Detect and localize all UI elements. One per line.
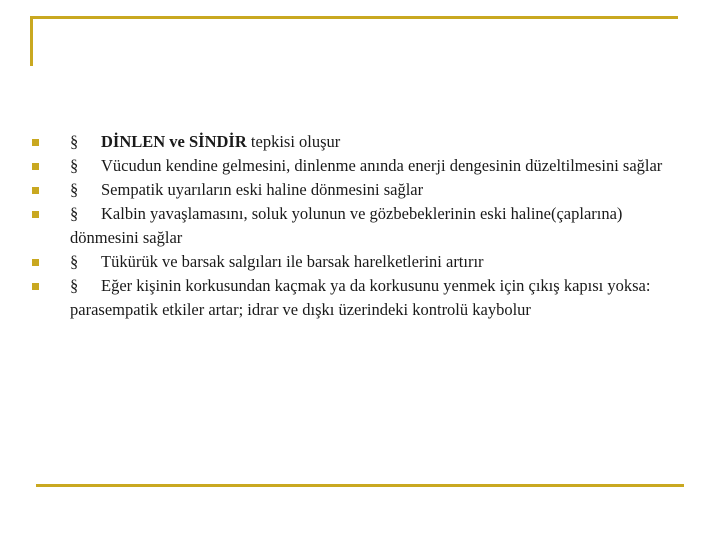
frame-top-line — [30, 16, 678, 19]
list-item — [30, 274, 680, 322]
square-bullet-icon — [32, 139, 39, 146]
list-item — [30, 130, 680, 154]
square-bullet-icon — [32, 259, 39, 266]
item-text: Sempatik uyarıların eski haline dönmesini sağlar — [101, 180, 424, 199]
item-text: tepkisi oluşur — [246, 132, 341, 151]
list-item — [30, 250, 680, 274]
item-text: Kalbin yavaşlamasını, soluk yolunun ve gözbebeklerinin eski haline(çaplarına) dönmesini sağlar — [70, 204, 623, 247]
section-marker: § — [70, 204, 79, 223]
slide-content — [30, 130, 680, 322]
section-marker: § — [70, 132, 79, 151]
section-marker: § — [70, 156, 79, 175]
item-text: Vücudun kendine gelmesini, dinlenme anında enerji dengesinin düzeltilmesini sağlar — [101, 156, 663, 175]
square-bullet-icon — [32, 211, 39, 218]
item-emphasis: DİNLEN ve SİNDİR — [101, 132, 247, 151]
frame-bottom-line — [36, 484, 684, 487]
list-item — [30, 154, 680, 178]
square-bullet-icon — [32, 163, 39, 170]
section-marker: § — [70, 252, 79, 271]
item-text: Tükürük ve barsak salgıları ile barsak harelketlerini artırır — [101, 252, 484, 271]
bullet-list — [30, 130, 680, 322]
list-item — [30, 202, 680, 250]
section-marker: § — [70, 180, 79, 199]
square-bullet-icon — [32, 187, 39, 194]
section-marker: § — [70, 276, 79, 295]
frame-left-line — [30, 16, 33, 66]
item-text: Eğer kişinin korkusundan kaçmak ya da korkusunu yenmek için çıkış kapısı yoksa: parasempatik etkiler artar; idrar ve dışkı üzerindeki kontrolü kaybolur — [70, 276, 651, 319]
list-item — [30, 178, 680, 202]
square-bullet-icon — [32, 283, 39, 290]
